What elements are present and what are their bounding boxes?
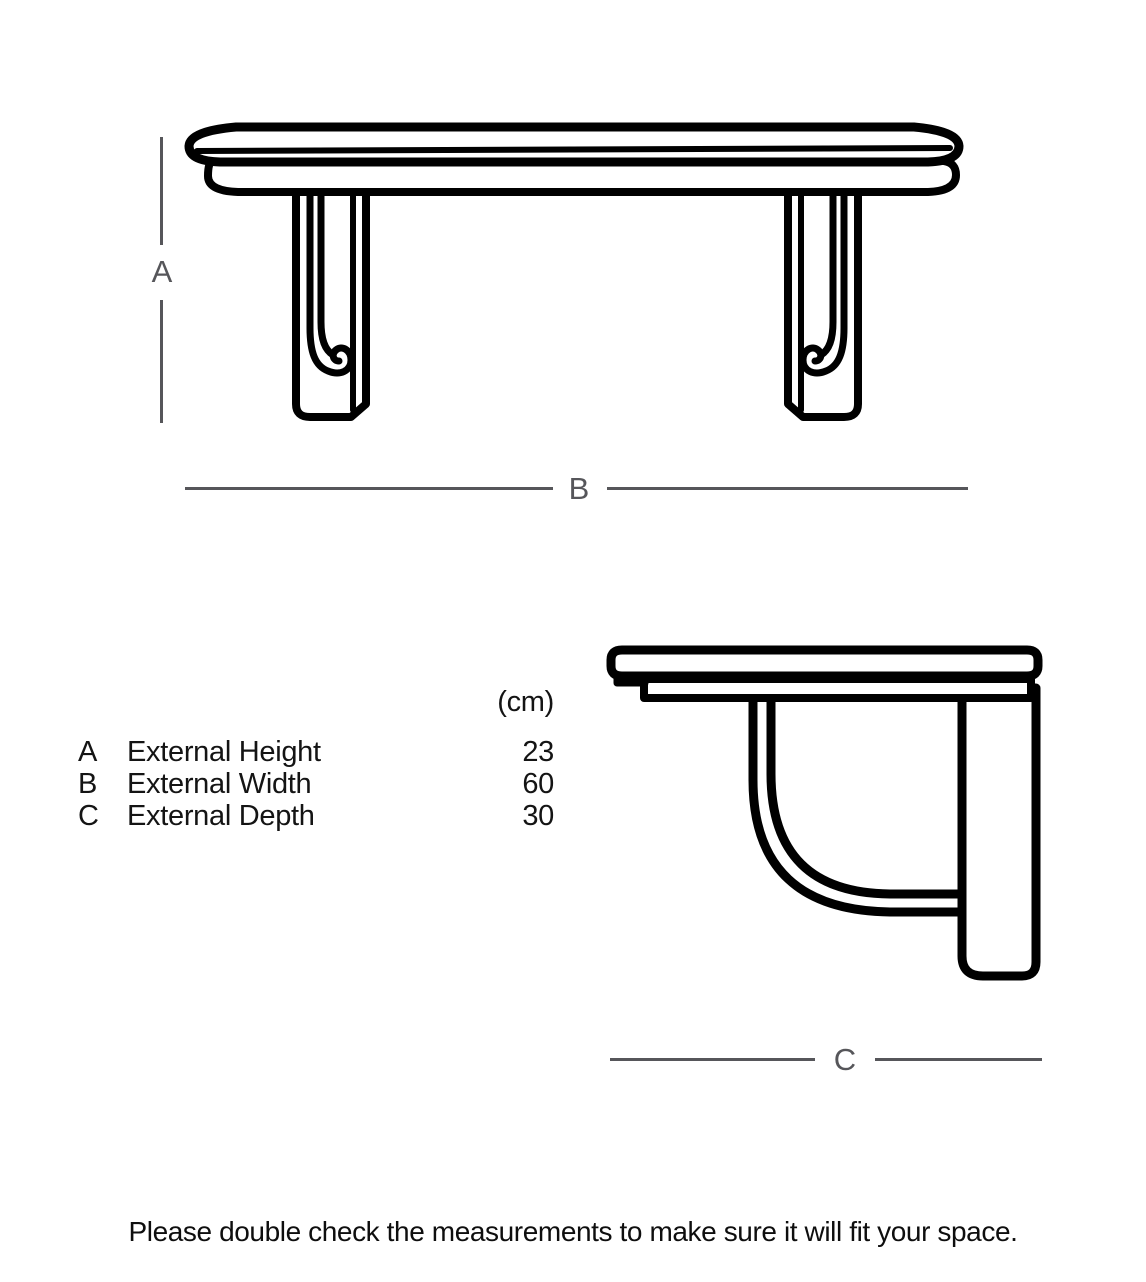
side-curved-brace <box>753 696 966 912</box>
spec-row-c-key: C <box>78 800 99 832</box>
dimension-c-line-right <box>875 1058 1042 1061</box>
dimension-b-line-right <box>607 487 968 490</box>
dimension-b-line-left <box>185 487 553 490</box>
spec-row-a-name: External Height <box>127 736 321 768</box>
spec-table <box>78 686 554 832</box>
dimension-a-label: A <box>151 254 173 289</box>
shelf-front-view-diagram <box>150 100 1010 440</box>
dimension-c-line-left <box>610 1058 815 1061</box>
spec-row-b-name: External Width <box>127 768 312 800</box>
spec-row-a-value: 23 <box>522 736 554 768</box>
shelf-side-view-diagram <box>585 630 1060 1000</box>
side-top-slab <box>611 650 1038 676</box>
spec-row-b-key: B <box>78 768 98 800</box>
dimension-c-label: C <box>833 1042 857 1077</box>
footer-note: Please double check the measurements to make sure it will fit your space. <box>128 1216 1018 1247</box>
spec-row-b-value: 60 <box>522 768 554 800</box>
spec-row-c-value: 30 <box>522 800 554 832</box>
spec-row-a-key: A <box>78 736 98 768</box>
spec-unit-header: (cm) <box>497 686 554 718</box>
side-wall-post <box>962 688 1036 976</box>
dimension-b-label: B <box>568 471 590 506</box>
front-right-bracket <box>788 185 858 417</box>
front-left-bracket <box>296 185 366 417</box>
front-top-surface-edge <box>197 148 950 151</box>
front-top-slab <box>189 127 959 162</box>
side-apron <box>644 679 1031 698</box>
spec-row-c-name: External Depth <box>127 800 315 832</box>
